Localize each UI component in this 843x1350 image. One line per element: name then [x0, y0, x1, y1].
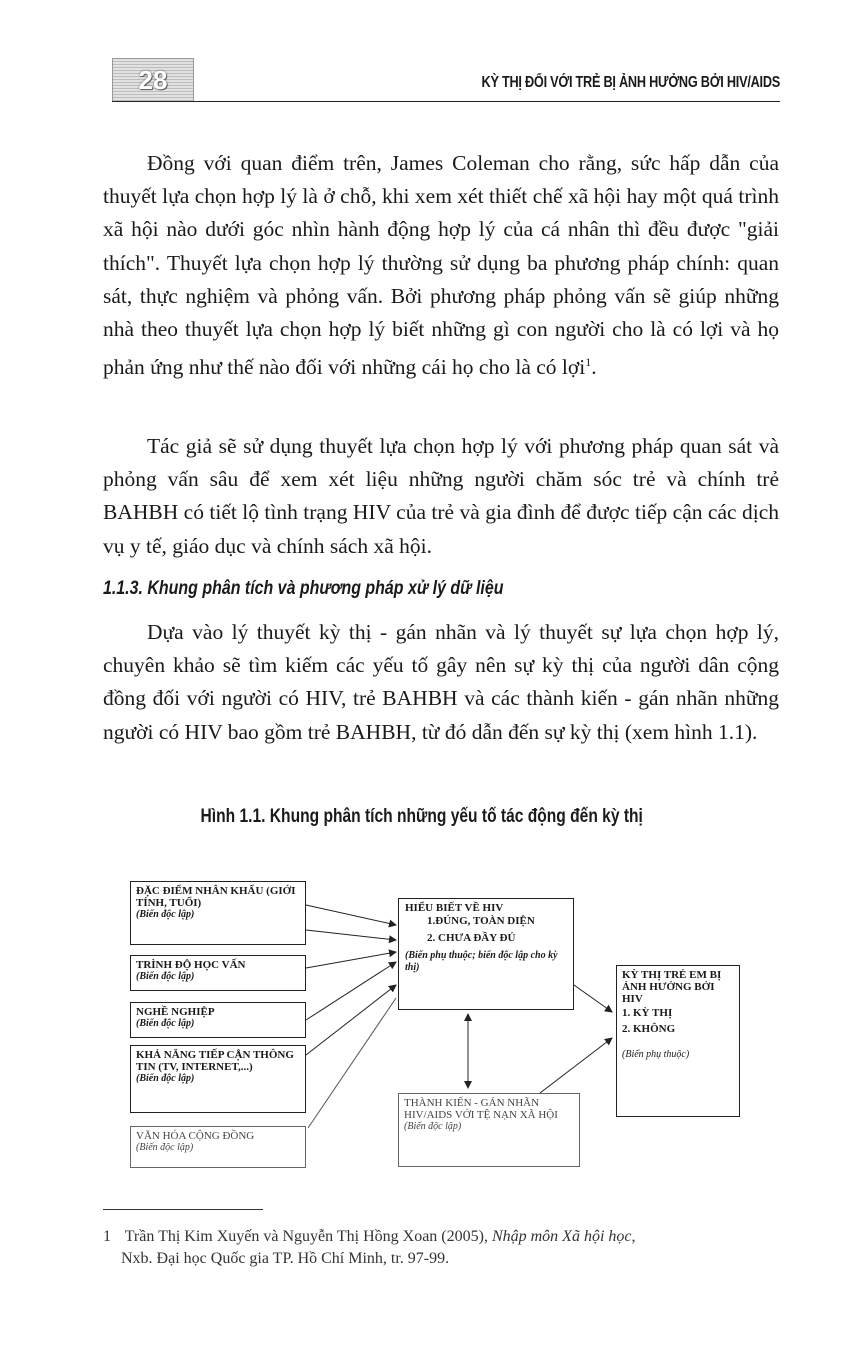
box-stigma-opt1: 1. KỲ THỊ — [622, 1007, 673, 1019]
footnote-publisher: Nxb. Đại học Quốc gia TP. Hồ Chí Minh, tr. 97-99. — [121, 1250, 450, 1267]
arrow-knowledge-stigma — [574, 985, 612, 1012]
footnote-rule — [103, 1209, 263, 1210]
arrow-prejudice-stigma — [540, 1038, 612, 1093]
box-culture-note: (Biến độc lập) — [136, 1142, 194, 1153]
footnote — [103, 1226, 793, 1270]
running-title: KỲ THỊ ĐỐI VỚI TRẺ BỊ ẢNH HƯỞNG BỞI HIV/AIDS — [481, 74, 780, 91]
box-knowledge-line2: 2. CHƯA ĐẦY ĐỦ — [427, 932, 516, 944]
arrow-occupation-knowledge — [306, 962, 396, 1020]
paragraph-2: Tác giả sẽ sử dụng thuyết lựa chọn hợp lý với phương pháp quan sát và phỏng vấn sâu để xem xét liệu những người chăm sóc trẻ và chính trẻ BAHBH có tiết lộ tình trạng HIV của trẻ và gia đình để được tiếp cận các dịch vụ y tế, giáo dục và chính sách xã hội. — [103, 434, 779, 558]
arrow-culture-knowledge — [308, 998, 396, 1128]
box-stigma-label: KỲ THỊ TRẺ EM BỊ ẢNH HƯỞNG BỞI HIV — [622, 969, 722, 1005]
box-prejudice-label: THÀNH KIẾN - GÁN NHÃN HIV/AIDS VỚI TỆ NẠN XÃ HỘI — [404, 1097, 558, 1121]
box-knowledge-label: HIỂU BIẾT VỀ HIV — [405, 902, 504, 914]
arrow-demographics-knowledge-2 — [306, 930, 396, 940]
footnote-title: Nhập môn Xã hội học, — [491, 1228, 636, 1245]
box-stigma-note: (Biến phụ thuộc) — [622, 1049, 690, 1060]
box-demographics-label: ĐẶC ĐIỂM NHÂN KHẨU (GIỚI TÍNH, TUỔI) — [136, 885, 296, 909]
paragraph-1-end: . — [591, 355, 597, 380]
box-stigma-opt2: 2. KHÔNG — [622, 1023, 676, 1035]
footnote-number: 1 — [103, 1228, 111, 1245]
box-demographics-note: (Biến độc lập) — [136, 909, 195, 920]
footnote-marker[interactable]: 1 — [585, 355, 592, 370]
section-heading: 1.1.3. Khung phân tích và phương pháp xử lý dữ liệu — [103, 578, 504, 599]
box-knowledge-note: (Biến phụ thuộc; biến độc lập cho kỳ thị) — [405, 950, 558, 973]
paragraph-1-text: Đồng với quan điểm trên, James Coleman cho rằng, sức hấp dẫn của thuyết lựa chọn hợp lý là ở chỗ, khi xem xét thiết chế xã hội hay một quá trình xã hội nào dưới góc nhìn hành động hợp lý của cá nhân thì đều được "giải thích". Thuyết lựa chọn hợp lý thường sử dụng ba phương pháp chính: quan sát, thực nghiệm và phỏng vấn. Bởi phương pháp phỏng vấn sẽ giúp những nhà theo thuyết lựa chọn hợp lý biết những gì con người cho là có lợi và họ phản ứng như thế nào đối với những cái họ cho là có lợi — [103, 151, 779, 380]
figure-caption-text: Hình 1.1. Khung phân tích những yếu tố tác động đến kỳ thị — [200, 806, 643, 827]
box-culture-label: VĂN HÓA CỘNG ĐỒNG — [136, 1130, 255, 1142]
box-info-access-note: (Biến độc lập) — [136, 1073, 195, 1084]
footnote-text: Trần Thị Kim Xuyến và Nguyễn Thị Hồng Xoan (2005), — [124, 1228, 488, 1245]
box-occupation-label: NGHỀ NGHIỆP — [136, 1006, 215, 1018]
box-info-access-label: KHẢ NĂNG TIẾP CẬN THÔNG TIN (TV, INTERNET,...) — [136, 1049, 294, 1073]
paragraph-3: Dựa vào lý thuyết kỳ thị - gán nhãn và lý thuyết sự lựa chọn hợp lý, chuyên khảo sẽ tìm kiếm các yếu tố gây nên sự kỳ thị của người dân cộng đồng đối với người có HIV, trẻ BAHBH và các thành kiến - gán nhãn những người có HIV bao gồm trẻ BAHBH, từ đó dẫn đến sự kỳ thị (xem hình 1.1). — [103, 620, 779, 744]
page-number: 28 — [138, 65, 168, 95]
box-occupation-note: (Biến độc lập) — [136, 1018, 195, 1029]
box-education-note: (Biến độc lập) — [136, 971, 195, 982]
box-education-label: TRÌNH ĐỘ HỌC VẤN — [136, 959, 246, 971]
box-prejudice-note: (Biến độc lập) — [404, 1121, 462, 1132]
arrow-info-knowledge — [306, 985, 396, 1055]
arrow-demographics-knowledge — [306, 905, 396, 925]
box-knowledge-line1: 1.ĐÚNG, TOÀN DIỆN — [427, 915, 535, 927]
arrow-education-knowledge — [306, 952, 396, 968]
